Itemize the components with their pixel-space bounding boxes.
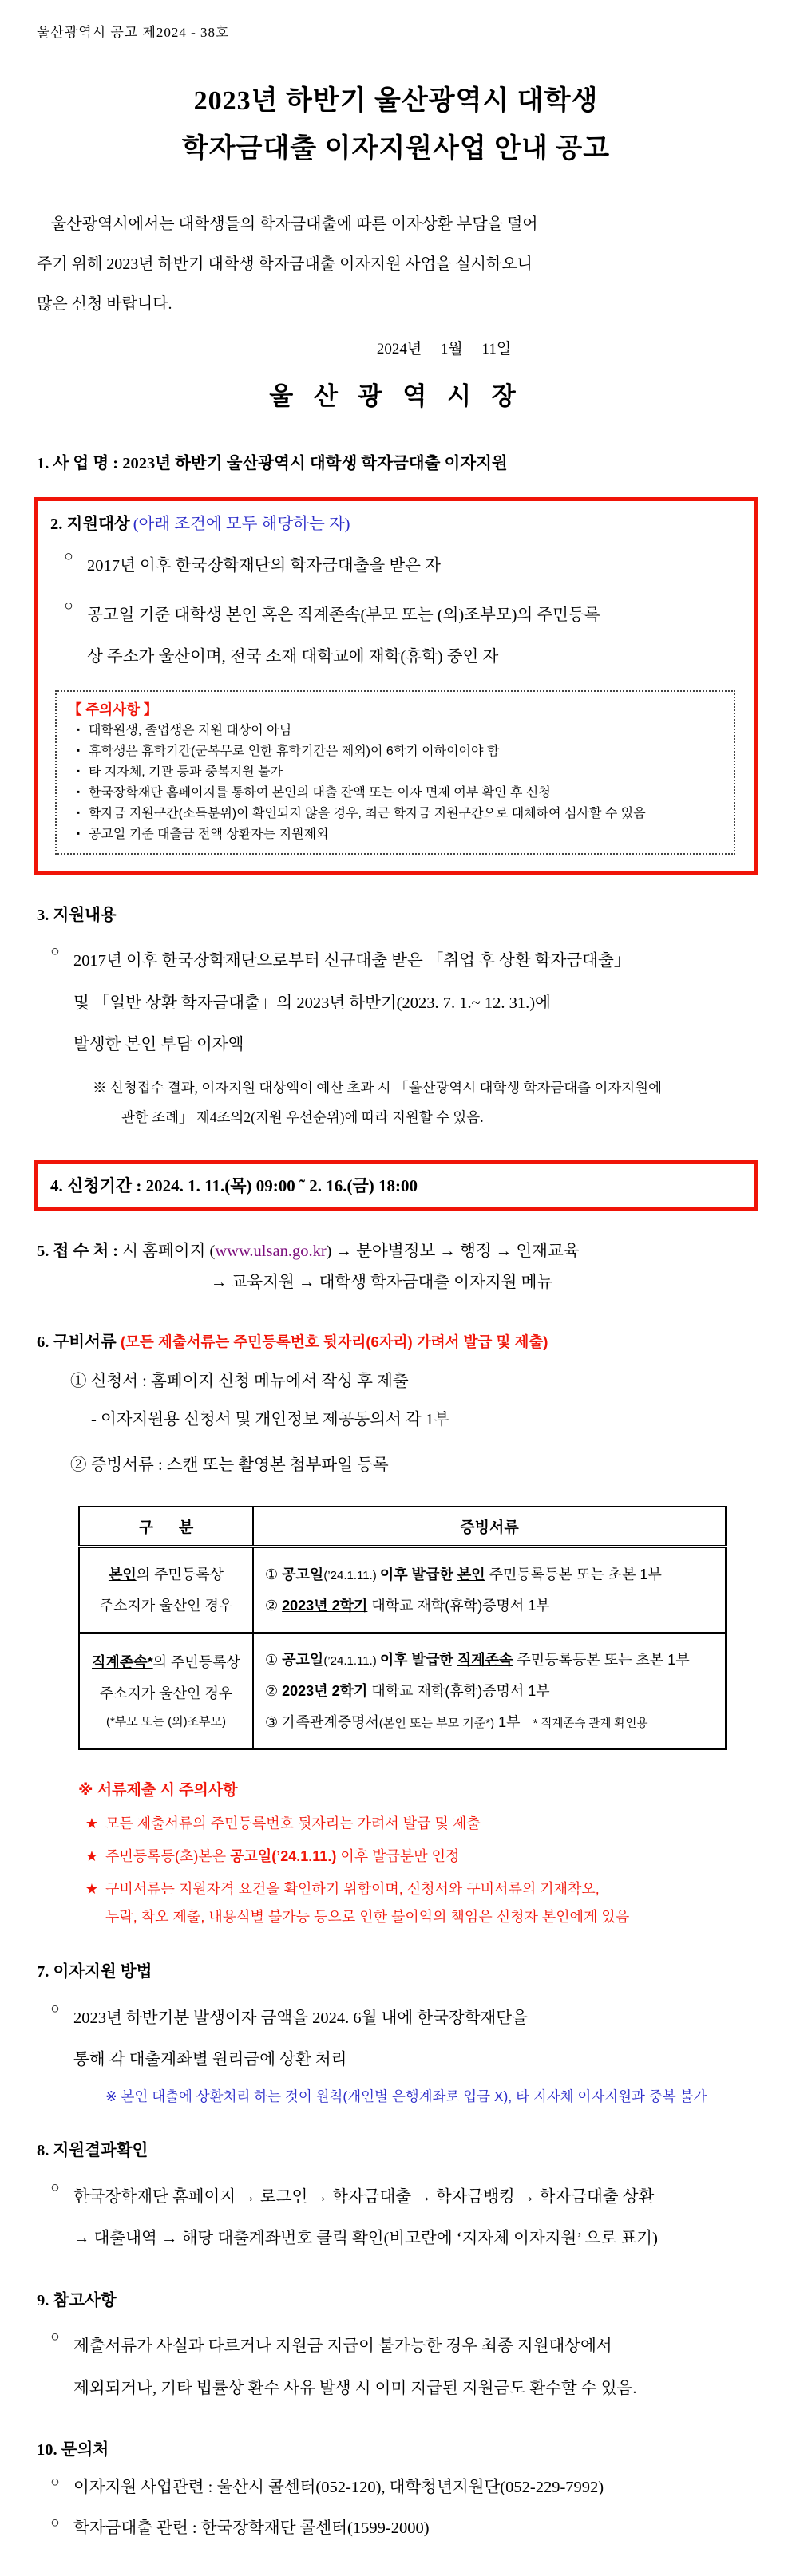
method-line: 2023년 하반기분 발생이자 금액을 2024. 6월 내에 한국장학재단을 — [73, 2009, 528, 2027]
caution-item-text: 한국장학재단 홈페이지를 통하여 본인의 대출 잔액 또는 이자 면제 여부 확인 후 신청 — [89, 786, 551, 800]
category-keyword: 본인 — [108, 1566, 137, 1582]
submission-note-item — [78, 1843, 755, 1871]
star-bullet-icon: ★ — [85, 1847, 99, 1864]
circle-bullet-icon: ○ — [50, 2473, 60, 2491]
doc-rest: 주민등록등본 또는 초본 1부 — [513, 1652, 690, 1669]
section-6-title: 6. 구비서류 — [37, 1333, 121, 1351]
submission-notes-title: ※ 서류제출 시 주의사항 — [78, 1782, 238, 1800]
eligibility-item-line: 상 주소가 울산이며, 전국 소재 대학교에 재학(휴학) 중인 자 — [87, 648, 499, 666]
doc-footnote-text: * 직계존속 관계 확인용 — [533, 1717, 648, 1730]
square-bullet-icon: ▪ — [76, 806, 81, 818]
submission-note-item — [78, 1875, 755, 1931]
application-period-box — [34, 1160, 758, 1211]
support-content-item — [37, 940, 755, 1065]
eligibility-item-text — [87, 595, 600, 678]
star-bullet-icon: ★ — [85, 1815, 99, 1831]
caution-box — [55, 690, 735, 854]
ulsan-website-link[interactable]: www.ulsan.go.kr — [215, 1242, 327, 1260]
section-8-title: 8. 지원결과확인 — [37, 2142, 148, 2160]
doc-keyword: 2023년 2학기 — [282, 1597, 368, 1614]
contact-item — [37, 2513, 755, 2544]
note-bold-date: 공고일(’24.1.11.) — [230, 1847, 337, 1864]
contact-text: 이자지원 사업관련 : 울산시 콜센터(052-120), 대학청년지원단(052-229-7992) — [73, 2478, 604, 2496]
page-title-line2: 학자금대출 이자지원사업 안내 공고 — [181, 133, 611, 164]
section-2-title-row — [50, 512, 740, 537]
doc-footnote — [521, 1717, 648, 1730]
doc-date: (’24.1.11.) — [323, 1654, 380, 1669]
budget-priority-note-line: ※ 신청접수 결과, 이자지원 대상액이 예산 초과 시 「울산광역시 대학생 학자금대출 이자지원에 — [93, 1080, 662, 1096]
item-number: ③ — [265, 1713, 283, 1730]
eligibility-section-box — [34, 497, 758, 875]
caution-item-text: 공고일 기준 대출금 전액 상환자는 지원제외 — [89, 827, 329, 841]
circle-bullet-icon: ○ — [50, 2329, 60, 2346]
support-content-line: 및 「일반 상환 학자금대출」의 2023년 하반기(2023. 7. 1.~ 12. 31.)에 — [73, 994, 551, 1012]
eligibility-item — [50, 545, 740, 587]
eligibility-title-note: (아래 조건에 모두 해당하는 자) — [133, 515, 350, 533]
doc-keyword: 직계존속 — [457, 1652, 513, 1669]
table-header-row — [79, 1507, 726, 1547]
table-header-category: 구 분 — [79, 1507, 253, 1547]
page-title-line1: 2023년 하반기 울산광역시 대학생 — [193, 86, 599, 116]
receipt-path-line2: → 교육지원 → 대학생 학자금대출 이자지원 메뉴 — [211, 1273, 553, 1291]
table-header-documents: 증빙서류 — [253, 1507, 726, 1547]
receipt-path-pre: 시 홈페이지 ( — [122, 1242, 216, 1260]
circle-bullet-icon: ○ — [64, 597, 73, 614]
document-line — [265, 1676, 720, 1707]
square-bullet-icon: ▪ — [76, 745, 81, 757]
support-content-text — [73, 940, 630, 1065]
doc-rest: 가족관계증명서 — [282, 1713, 379, 1730]
circle-bullet-icon: ○ — [50, 2000, 60, 2017]
caution-item-text: 대학원생, 졸업생은 지원 대상이 아님 — [89, 724, 292, 738]
receipt-path-post: ) → 분야별정보 → 행정 → 인재교육 — [326, 1242, 580, 1260]
document-line — [265, 1645, 720, 1676]
section-2-title: 2. 지원대상 — [50, 515, 130, 533]
document-line — [265, 1707, 720, 1738]
submission-note-line: 구비서류는 지원자격 요건을 확인하기 위함이며, 신청서와 구비서류의 기재착오, — [105, 1880, 600, 1897]
caution-item-text: 타 지자체, 기관 등과 중복지원 불가 — [89, 765, 283, 780]
doc-rest: 대학교 재학(휴학)증명서 1부 — [367, 1682, 550, 1699]
section-3-title: 3. 지원내용 — [37, 906, 117, 924]
support-content-line: 발생한 본인 부담 이자액 — [73, 1036, 244, 1054]
item-number: ② — [265, 1597, 283, 1614]
category-rest: 의 주민등록상 — [152, 1654, 240, 1671]
category-rest: 의 주민등록상 — [136, 1566, 224, 1582]
intro-paragraph — [37, 204, 755, 324]
budget-priority-note-line: 관한 조례」 제4조의2(지원 우선순위)에 따라 지원할 수 있음. — [121, 1109, 484, 1126]
submission-note-text — [105, 1843, 459, 1871]
result-check-line: 한국장학재단 홈페이지 → 로그인 → 학자금대출 → 학자금뱅킹 → 학자금대출 상환 — [73, 2188, 655, 2207]
category-line — [83, 1559, 249, 1590]
issue-date: 2024년 1월 11일 — [376, 341, 512, 358]
submission-note-item — [78, 1810, 755, 1838]
square-bullet-icon: ▪ — [76, 724, 81, 736]
intro-line: 많은 신청 바랍니다. — [37, 295, 172, 313]
table-row-self — [79, 1547, 726, 1633]
budget-priority-note — [93, 1073, 755, 1132]
required-doc-subitem: - 이자지원용 신청서 및 개인정보 제공동의서 각 1부 — [91, 1410, 450, 1428]
doc-keyword: 공고일 — [282, 1566, 324, 1582]
category-line: 주소지가 울산인 경우 — [99, 1685, 233, 1702]
item-number: ① — [265, 1566, 283, 1582]
caution-item — [68, 741, 724, 762]
notice-number: 울산광역시 공고 제2024 - 38호 — [37, 25, 230, 40]
submission-note-text — [105, 1875, 629, 1931]
caution-item-text: 학자금 지원구간(소득분위)이 확인되지 않을 경우, 최근 학자금 지원구간으로 대체하여 심사할 수 있음 — [89, 806, 646, 820]
doc-keyword: 이후 발급한 — [379, 1566, 457, 1582]
evidence-documents-table — [78, 1506, 727, 1750]
method-line: 통해 각 대출계좌별 원리금에 상환 처리 — [73, 2050, 347, 2068]
category-line: 주소지가 울산인 경우 — [99, 1597, 233, 1614]
square-bullet-icon: ▪ — [76, 765, 81, 777]
table-row-lineal-ascendant — [79, 1633, 726, 1749]
intro-line: 울산광역시에서는 대학생들의 학자금대출에 따른 이자상환 부담을 덜어 — [51, 215, 538, 233]
doc-rest: 1부 — [494, 1713, 521, 1730]
star-bullet-icon: ★ — [85, 1880, 99, 1897]
section-7-title: 7. 이자지원 방법 — [37, 1962, 152, 1981]
item-number: ① — [265, 1652, 283, 1669]
eligibility-item-line: 공고일 기준 대학생 본인 혹은 직계존속(부모 또는 (외)조부모)의 주민등록 — [87, 606, 600, 624]
support-content-line: 2017년 이후 한국장학재단으로부터 신규대출 받은 「취업 후 상환 학자금대출」 — [73, 952, 631, 970]
eligibility-item — [50, 595, 740, 678]
submission-notes — [78, 1777, 755, 1931]
submission-note-line: 누락, 착오 제출, 내용식별 불가능 등으로 인한 불이익의 책임은 신청자 본인에게 있음 — [105, 1908, 630, 1925]
doc-rest: 대학교 재학(휴학)증명서 1부 — [367, 1597, 550, 1614]
doc-date: (’24.1.11.) — [323, 1568, 380, 1582]
interest-support-method-item — [37, 1997, 755, 2081]
required-doc-item: ① 신청서 : 홈페이지 신청 메뉴에서 작성 후 제출 — [70, 1373, 409, 1391]
reference-text — [73, 2325, 636, 2409]
issuer-signature: 울 산 광 역 시 장 — [269, 382, 523, 410]
section-6 — [37, 1330, 755, 1485]
category-cell — [79, 1547, 253, 1633]
category-footnote: (*부모 또는 (외)조부모) — [105, 1714, 227, 1729]
square-bullet-icon: ▪ — [76, 786, 81, 798]
reference-item — [37, 2325, 755, 2409]
doc-rest: 주민등록등본 또는 초본 1부 — [485, 1566, 662, 1582]
doc-keyword: 2023년 2학기 — [282, 1682, 368, 1699]
page-title — [37, 77, 755, 172]
repayment-principle-note: ※ 본인 대출에 상환처리 하는 것이 원칙(개인별 은행계좌로 입금 X), 타 지자체 이자지원과 중복 불가 — [105, 2088, 707, 2105]
caution-item — [68, 783, 724, 804]
masking-requirement-note: (모든 제출서류는 주민등록번호 뒷자리(6자리) 가려서 발급 및 제출) — [120, 1333, 548, 1350]
contact-text: 학자금대출 관련 : 한국장학재단 콜센터(1599-2000) — [73, 2519, 430, 2537]
caution-item — [68, 762, 724, 783]
caution-item — [68, 824, 724, 845]
eligibility-item-text — [87, 545, 441, 587]
interest-support-method-text — [73, 1997, 528, 2081]
doc-keyword: 공고일 — [282, 1652, 324, 1669]
caution-title: 【 주의사항 】 — [68, 701, 158, 718]
result-check-item — [37, 2176, 755, 2260]
caution-item — [68, 721, 724, 741]
doc-keyword: 이후 발급한 — [379, 1652, 457, 1669]
eligibility-item-line: 2017년 이후 한국장학재단의 학자금대출을 받은 자 — [87, 556, 441, 575]
documents-cell — [253, 1633, 726, 1749]
section-5-title: 5. 접 수 처 : — [37, 1242, 123, 1260]
section-5 — [37, 1239, 755, 1302]
caution-item-text: 휴학생은 휴학기간(군복무로 인한 휴학기간은 제외)이 6학기 이하이어야 함 — [89, 745, 500, 759]
section-9-title: 9. 참고사항 — [37, 2291, 117, 2309]
section-10-title: 10. 문의처 — [37, 2440, 109, 2459]
doc-keyword: 본인 — [457, 1566, 485, 1582]
circle-bullet-icon: ○ — [50, 2179, 60, 2197]
note-pre: 주민등록등(초)본은 — [105, 1847, 231, 1864]
circle-bullet-icon: ○ — [50, 943, 60, 961]
category-cell — [79, 1633, 253, 1749]
note-post: 이후 발급분만 인정 — [336, 1847, 460, 1864]
doc-basis: (본인 또는 부모 기준*) — [378, 1716, 495, 1730]
square-bullet-icon: ▪ — [76, 827, 81, 839]
category-keyword: 직계존속* — [92, 1654, 153, 1671]
section-4-title: 4. 신청기간 : 2024. 1. 11.(목) 09:00 ˜ 2. 16.(금) 18:00 — [50, 1175, 418, 1195]
item-number: ② — [265, 1682, 283, 1699]
reference-line: 제출서류가 사실과 다르거나 지원금 지급이 불가능한 경우 최종 지원대상에서 — [73, 2337, 612, 2356]
section-1-title: 1. 사 업 명 : 2023년 하반기 울산광역시 대학생 학자금대출 이자지원 — [37, 455, 508, 472]
intro-line: 주기 위해 2023년 하반기 대학생 학자금대출 이자지원 사업을 실시하오니 — [37, 255, 533, 273]
document-line — [265, 1559, 720, 1590]
circle-bullet-icon: ○ — [50, 2514, 60, 2531]
circle-bullet-icon: ○ — [64, 547, 73, 565]
reference-line: 제외되거나, 기타 법률상 환수 사유 발생 시 이미 지급된 지원금도 환수할 수 있음. — [73, 2379, 637, 2397]
documents-cell — [253, 1547, 726, 1633]
result-check-line: → 대출내역 → 해당 대출계좌번호 클릭 확인(비고란에 ‘지자체 이자지원’ 으로 표기) — [73, 2230, 658, 2248]
result-check-text — [73, 2176, 658, 2260]
caution-item — [68, 804, 724, 824]
required-doc-item: ② 증빙서류 : 스캔 또는 촬영본 첨부파일 등록 — [70, 1456, 389, 1474]
category-line — [83, 1647, 249, 1678]
document-line — [265, 1590, 720, 1622]
contact-item — [37, 2472, 755, 2503]
submission-note-text: 모든 제출서류의 주민등록번호 뒷자리는 가려서 발급 및 제출 — [105, 1815, 481, 1831]
